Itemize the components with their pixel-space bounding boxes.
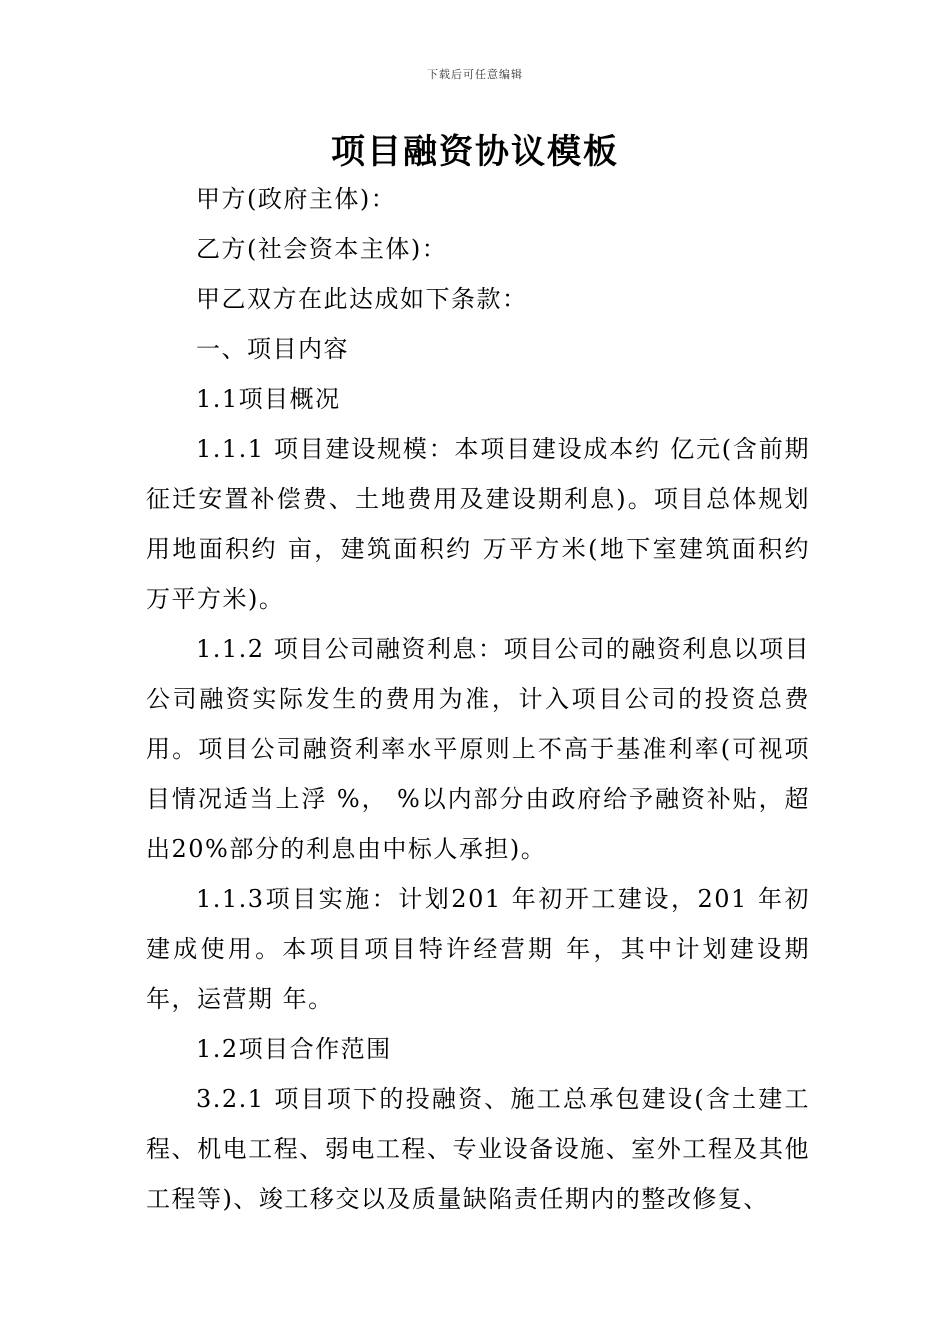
clause-1-1-2: 1.1.2 项目公司融资利息：项目公司的融资利息以项目公司融资实际发生的费用为准，计入项目公司的投资总费用。项目公司融资利率水平原则上不高于基准利率(可视项目情况适当上浮 %， %以内部分由政府给予融资补贴，超出20%部分的利息由中标人承担)。: [146, 635, 810, 863]
party-a-line: 甲方(政府主体)：: [196, 185, 397, 213]
clause-1-1-3: 1.1.3项目实施：计划201 年初开工建设，201 年初建成使用。本项目项目特许经营期 年，其中计划建设期 年，运营期 年。: [146, 885, 810, 1013]
clause-3-2-1: 3.2.1 项目项下的投融资、施工总承包建设(含土建工程、机电工程、弱电工程、专业设备设施、室外工程及其他工程等)、竣工移交以及质量缺陷责任期内的整改修复、: [146, 1085, 810, 1213]
agreement-intro: 甲乙双方在此达成如下条款：: [196, 285, 528, 313]
clause-1-1-1: 1.1.1 项目建设规模：本项目建设成本约 亿元(含前期征迁安置补偿费、土地费用及建设期利息)。项目总体规划用地面积约 亩，建筑面积约 万平方米(地下室建筑面积约 万平方米)。: [146, 435, 810, 613]
document-body: [146, 174, 810, 1224]
subsection-heading-1-2: 1.2项目合作范围: [196, 1035, 392, 1063]
section-heading-1: 一、项目内容: [196, 335, 349, 363]
header-note: 下载后可任意编辑: [427, 68, 523, 81]
subsection-heading-1-1: 1.1项目概况: [196, 385, 341, 413]
document-title: 项目融资协议模板: [331, 132, 619, 172]
party-b-line: 乙方(社会资本主体)：: [196, 235, 448, 263]
